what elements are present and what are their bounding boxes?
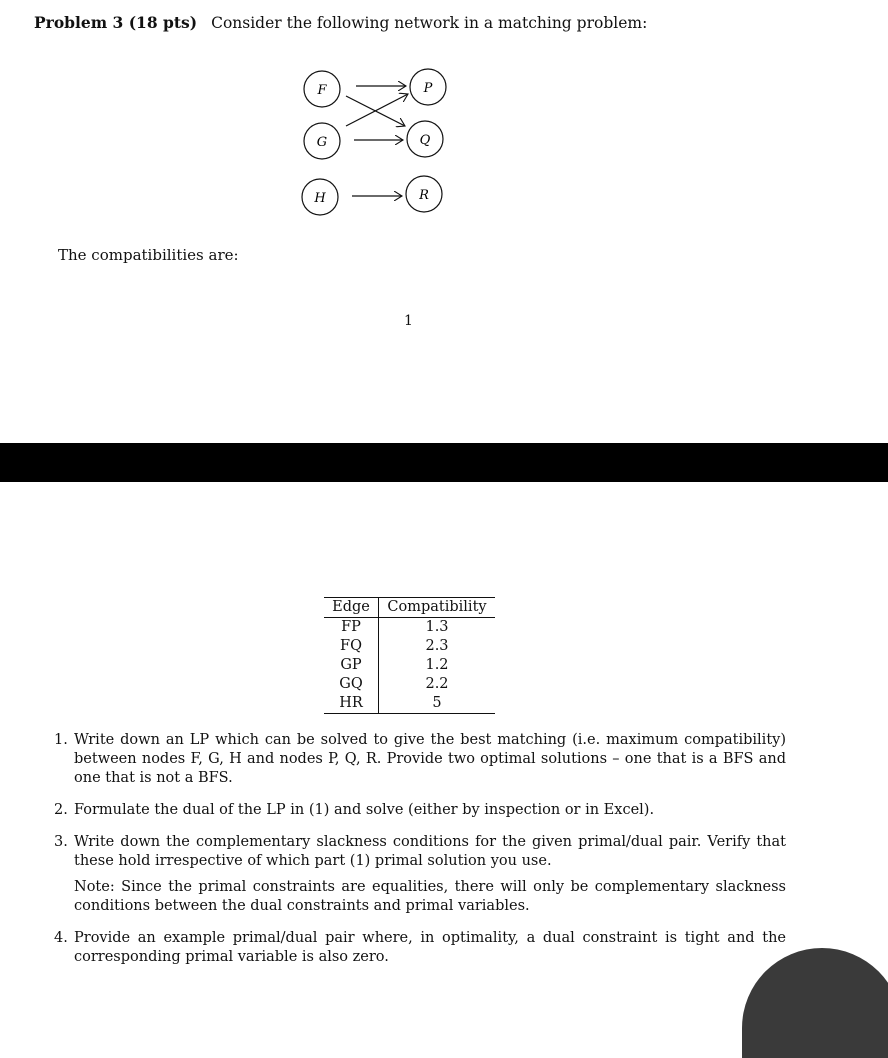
matching-network-diagram xyxy=(296,64,456,224)
table-row xyxy=(324,618,495,638)
table-row xyxy=(324,656,495,675)
node-f xyxy=(304,71,340,107)
cell-compatibility: 5 xyxy=(379,694,496,714)
node-r-label: R xyxy=(419,188,429,203)
question-note: Note: Since the primal constraints are equalities, there will only be complementary slackness conditions between the dual constraints and primal variables. xyxy=(74,879,786,914)
node-q-label: Q xyxy=(419,133,431,148)
question-item xyxy=(54,731,786,788)
node-r xyxy=(406,176,442,212)
cell-compatibility: 1.3 xyxy=(425,619,449,635)
question-number: 2. xyxy=(54,802,68,818)
cell-compatibility: 2.3 xyxy=(425,638,449,654)
question-text: Write down the complementary slackness conditions for the given primal/dual pair. Verify that these hold irrespective of which part (1) primal solution you use. xyxy=(74,834,786,869)
node-q xyxy=(407,121,443,157)
problem-label: Problem 3 (18 pts) xyxy=(34,13,198,32)
node-p-label: P xyxy=(423,81,433,96)
table-header-row xyxy=(324,598,495,618)
cell-edge: FP xyxy=(324,618,379,638)
cell-edge: FQ xyxy=(324,637,379,656)
compatibilities-intro: The compatibilities are: xyxy=(58,246,239,264)
question-number: 4. xyxy=(54,930,68,946)
node-h xyxy=(302,179,338,215)
cell-compatibility: 1.2 xyxy=(425,657,449,673)
cell-edge: HR xyxy=(324,694,379,714)
problem-intro: Consider the following network in a matching problem: xyxy=(211,14,648,32)
compatibility-table xyxy=(324,597,495,714)
problem-heading xyxy=(34,13,647,32)
question-number: 3. xyxy=(54,834,68,850)
question-list xyxy=(54,731,786,980)
question-item xyxy=(54,833,786,916)
question-text: Write down an LP which can be solved to give the best matching (i.e. maximum compatibility) between nodes F, G, H and nodes P, Q, R. Provide two optimal solutions – one that is a BFS and one that is not a BFS. xyxy=(74,732,786,786)
page-break-bar xyxy=(0,443,888,482)
node-g-label: G xyxy=(316,135,328,150)
node-f-label: F xyxy=(317,83,327,98)
node-g xyxy=(304,123,340,159)
node-h-label: H xyxy=(314,191,326,206)
question-item xyxy=(54,801,786,820)
question-text: Formulate the dual of the LP in (1) and solve (either by inspection or in Excel). xyxy=(74,802,655,818)
node-p xyxy=(410,69,446,105)
table-row xyxy=(324,675,495,694)
table-row xyxy=(324,694,495,714)
question-text: Provide an example primal/dual pair where, in optimality, a dual constraint is tight and the corresponding primal variable is also zero. xyxy=(74,930,786,965)
header-compatibility: Compatibility xyxy=(379,598,496,618)
cell-edge: GQ xyxy=(324,675,379,694)
cell-compatibility: 2.2 xyxy=(425,676,449,692)
cell-edge: GP xyxy=(324,656,379,675)
page-number: 1 xyxy=(404,313,413,329)
header-edge: Edge xyxy=(324,598,379,618)
edge-gp xyxy=(346,94,408,126)
table-row xyxy=(324,637,495,656)
question-item xyxy=(54,929,786,967)
question-number: 1. xyxy=(54,732,68,748)
